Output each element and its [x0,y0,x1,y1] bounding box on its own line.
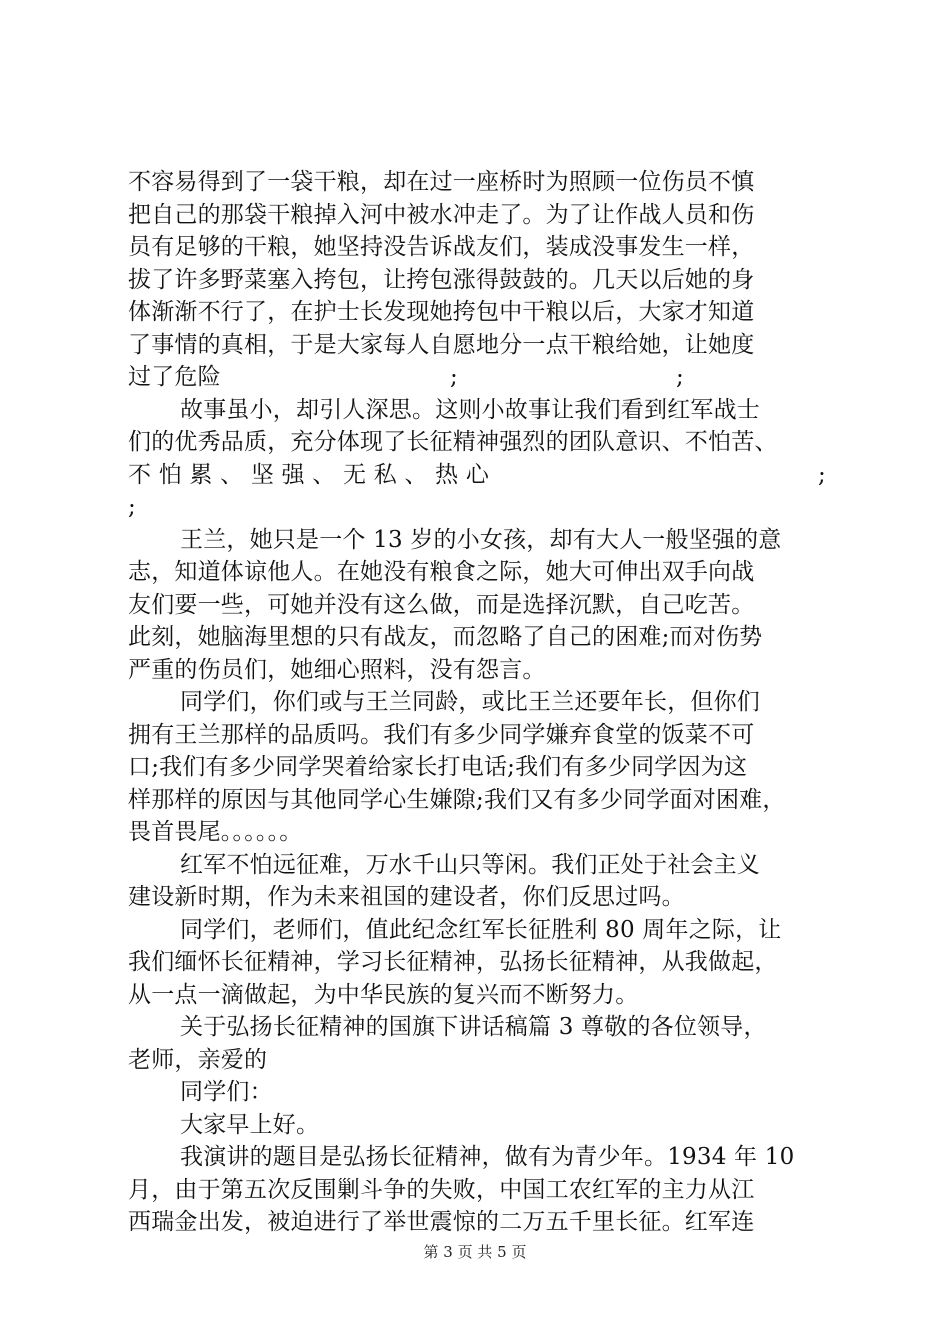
text-line: 样那样的原因与其他同学心生嫌隙;我们又有多少同学面对困难， [128,786,786,813]
text-line: 不容易得到了一袋干粮，却在过一座桥时为照顾一位伤员不慎 [128,169,755,195]
text-line: 老师，亲爱的 [128,1046,268,1073]
semicolon: ; [676,364,684,390]
text-line: 拥有王兰那样的品质吗。我们有多少同学嫌弃食堂的饭菜不可 [128,721,755,748]
greeting: 大家早上好。 [180,1111,320,1138]
text-line-content: 过了危险 [128,364,221,390]
body-text [128,166,830,1239]
text-line: 拔了许多野菜塞入挎包，让挎包涨得鼓鼓的。几天以后她的身 [128,266,755,293]
semicolon: ; [450,364,458,390]
text-line-content: 不 怕 累 、 坚 强 、 无 私 、 热 心 [128,461,490,488]
text-line: 志，知道体谅他人。在她没有粮食之际，她大可伸出双手向战 [128,559,755,585]
text-line: 口;我们有多少同学哭着给家长打电话;我们有多少同学因为这 [128,754,748,780]
text-line: 西瑞金出发，被迫进行了举世震惊的二万五千里长征。红军连 [128,1209,755,1235]
text-line: 建设新时期，作为未来祖国的建设者，你们反思过吗。 [128,884,685,910]
text-line: ; [128,494,136,520]
page-footer: 第 3 页 共 5 页 [423,1243,527,1261]
paragraph-start: 王兰，她只是一个 13 岁的小女孩，却有大人一般坚强的意 [180,526,782,553]
text-line: 月，由于第五次反围剿斗争的失败，中国工农红军的主力从江 [128,1176,755,1203]
paragraph-start: 同学们，你们或与王兰同龄，或比王兰还要年长，但你们 [180,689,760,715]
salutation: 同学们： [180,1079,273,1105]
paragraph-start: 我演讲的题目是弘扬长征精神，做有为青少年。1934 年 10 [180,1144,795,1170]
text-line: 了事情的真相，于是大家每人自愿地分一点干粮给她，让她度 [128,331,755,358]
text-line: 从一点一滴做起，为中华民族的复兴而不断努力。 [128,981,639,1008]
semicolon: ; [818,461,826,488]
paragraph-start: 红军不怕远征难，万水千山只等闲。我们正处于社会主义 [180,851,760,878]
text-line: 把自己的那袋干粮掉入河中被水冲走了。为了让作战人员和伤 [128,201,755,228]
section-heading: 关于弘扬长征精神的国旗下讲话稿篇 3 尊敬的各位领导， [180,1014,767,1040]
paragraph-start: 故事虽小，却引人深思。这则小故事让我们看到红军战士 [180,396,760,423]
text-line: 我们缅怀长征精神，学习长征精神，弘扬长征精神，从我做起， [128,949,778,975]
text-line: 畏首畏尾。。。。。。 [128,819,303,845]
text-line: 友们要一些，可她并没有这么做，而是选择沉默，自己吃苦。 [128,591,755,618]
text-line: 员有足够的干粮，她坚持没告诉战友们，装成没事发生一样， [128,234,755,260]
text-line: 们的优秀品质，充分体现了长征精神强烈的团队意识、不怕苦、 [128,429,778,455]
text-line: 体渐渐不行了，在护士长发现她挎包中干粮以后，大家才知道 [128,299,755,325]
text-line: 此刻，她脑海里想的只有战友，而忽略了自己的困难;而对伤势 [128,624,763,650]
text-line [128,361,830,394]
text-line [128,459,830,492]
text-line: 严重的伤员们，她细心照料，没有怨言。 [128,656,546,683]
paragraph-start: 同学们，老师们，值此纪念红军长征胜利 80 周年之际，让 [180,916,782,943]
